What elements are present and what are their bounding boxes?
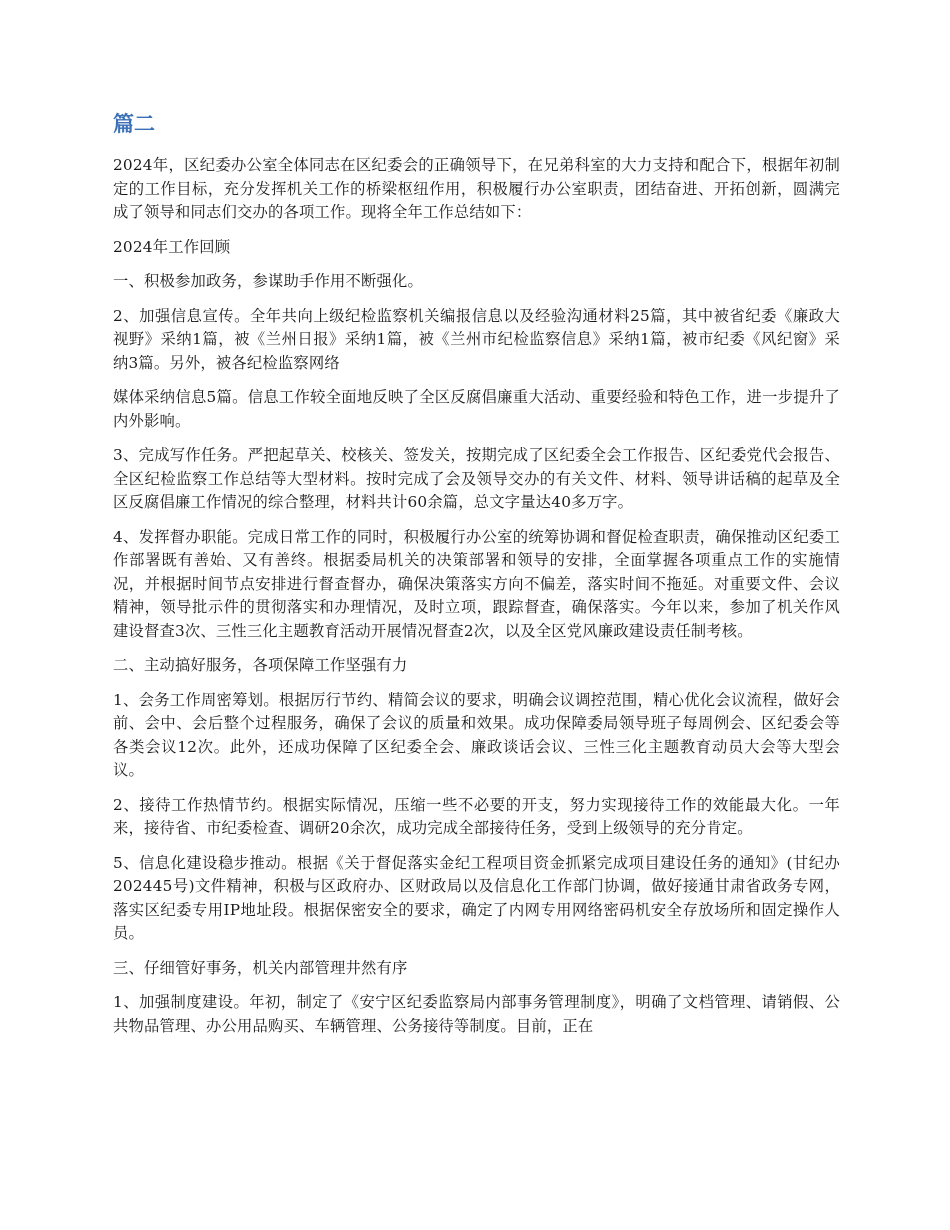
paragraph-section-1: 一、积极参加政务，参谋助手作用不断强化。 [113,272,423,290]
paragraph-writing-tasks: 3、完成写作任务。严把起草关、校核关、签发关，按期完成了区纪委全会工作报告、区纪委党代会报告、全区纪检监察工作总结等大型材料。按时完成了会及领导交办的有关文件、材料、领导讲话稿的起草及全区反腐倡廉工作情况的综合整理，材料共计60余篇，总文字量达40多万字。 [113,446,840,511]
paragraph-section-3: 三、仔细管好事务，机关内部管理井然有序 [113,958,408,977]
paragraph-intro: 2024年，区纪委办公室全体同志在区纪委会的正确领导下，在兄弟科室的大力支持和配合下，根据年初制定的工作目标，充分发挥机关工作的桥梁枢纽作用，积极履行办公室职责，团结奋进、开拓创新，圆满完成了领导和同志们交办的各项工作。现将全年工作总结如下： [113,156,840,221]
paragraph-system-building: 1、加强制度建设。年初，制定了《安宁区纪委监察局内部事务管理制度》，明确了文档管理、请销假、公共物品管理、办公用品购买、车辆管理、公务接待等制度。目前，正在 [113,993,840,1035]
paragraph-reception: 2、接待工作热情节约。根据实际情况，压缩一些不必要的开支，努力实现接待工作的效能最大化。一年来，接待省、市纪委检查、调研20余次，成功完成全部接待任务，受到上级领导的充分肯定。 [113,795,840,837]
paragraph-informatization: 5、信息化建设稳步推动。根据《关于督促落实金纪工程项目资金抓紧完成项目建设任务的通知》(甘纪办202445号)文件精神，积极与区政府办、区财政局以及信息化工作部门协调，做好接通甘肃省政务专网，落实区纪委专用IP地址段。根据保密安全的要求，确定了内网专用网络密码机安全存放场所和固定操作人员。 [113,853,840,942]
paragraph-review-title: 2024年工作回顾 [113,237,231,256]
paragraph-meetings: 1、会务工作周密筹划。根据厉行节约、精简会议的要求，明确会议调控范围，精心优化会议流程，做好会前、会中、会后整个过程服务，确保了会议的质量和效果。成功保障委局领导班子每周例会、区纪委会等各类会议12次。此外，还成功保障了区纪委全会、廉政谈话会议、三性三化主题教育动员大会等大型会议。 [113,690,840,779]
section-heading: 篇二 [113,112,155,136]
document-page [113,108,840,1049]
paragraph-info-publicity-cont: 媒体采纳信息5篇。信息工作较全面地反映了全区反腐倡廉重大活动、重要经验和特色工作，进一步提升了内外影响。 [113,388,840,430]
paragraph-info-publicity: 2、加强信息宣传。全年共向上级纪检监察机关编报信息以及经验沟通材料25篇，其中被省纪委《廉政大视野》采纳1篇，被《兰州日报》采纳1篇，被《兰州市纪检监察信息》采纳1篇，被市纪委《风纪窗》采纳3篇。另外，被各纪检监察网络 [113,306,840,372]
paragraph-supervision: 4、发挥督办职能。完成日常工作的同时，积极履行办公室的统筹协调和督促检查职责，确保推动区纪委工作部署既有善始、又有善终。根据委局机关的决策部署和领导的安排，全面掌握各项重点工作的实施情况，并根据时间节点安排进行督查督办，确保决策落实方向不偏差，落实时间不拖延。对重要文件、会议精神，领导批示件的贯彻落实和办理情况，及时立项，跟踪督查，确保落实。今年以来，参加了机关作风建设督查3次、三性三化主题教育活动开展情况督查2次，以及全区党风廉政建设责任制考核。 [113,527,840,640]
paragraph-section-2: 二、主动搞好服务，各项保障工作坚强有力 [113,656,408,674]
